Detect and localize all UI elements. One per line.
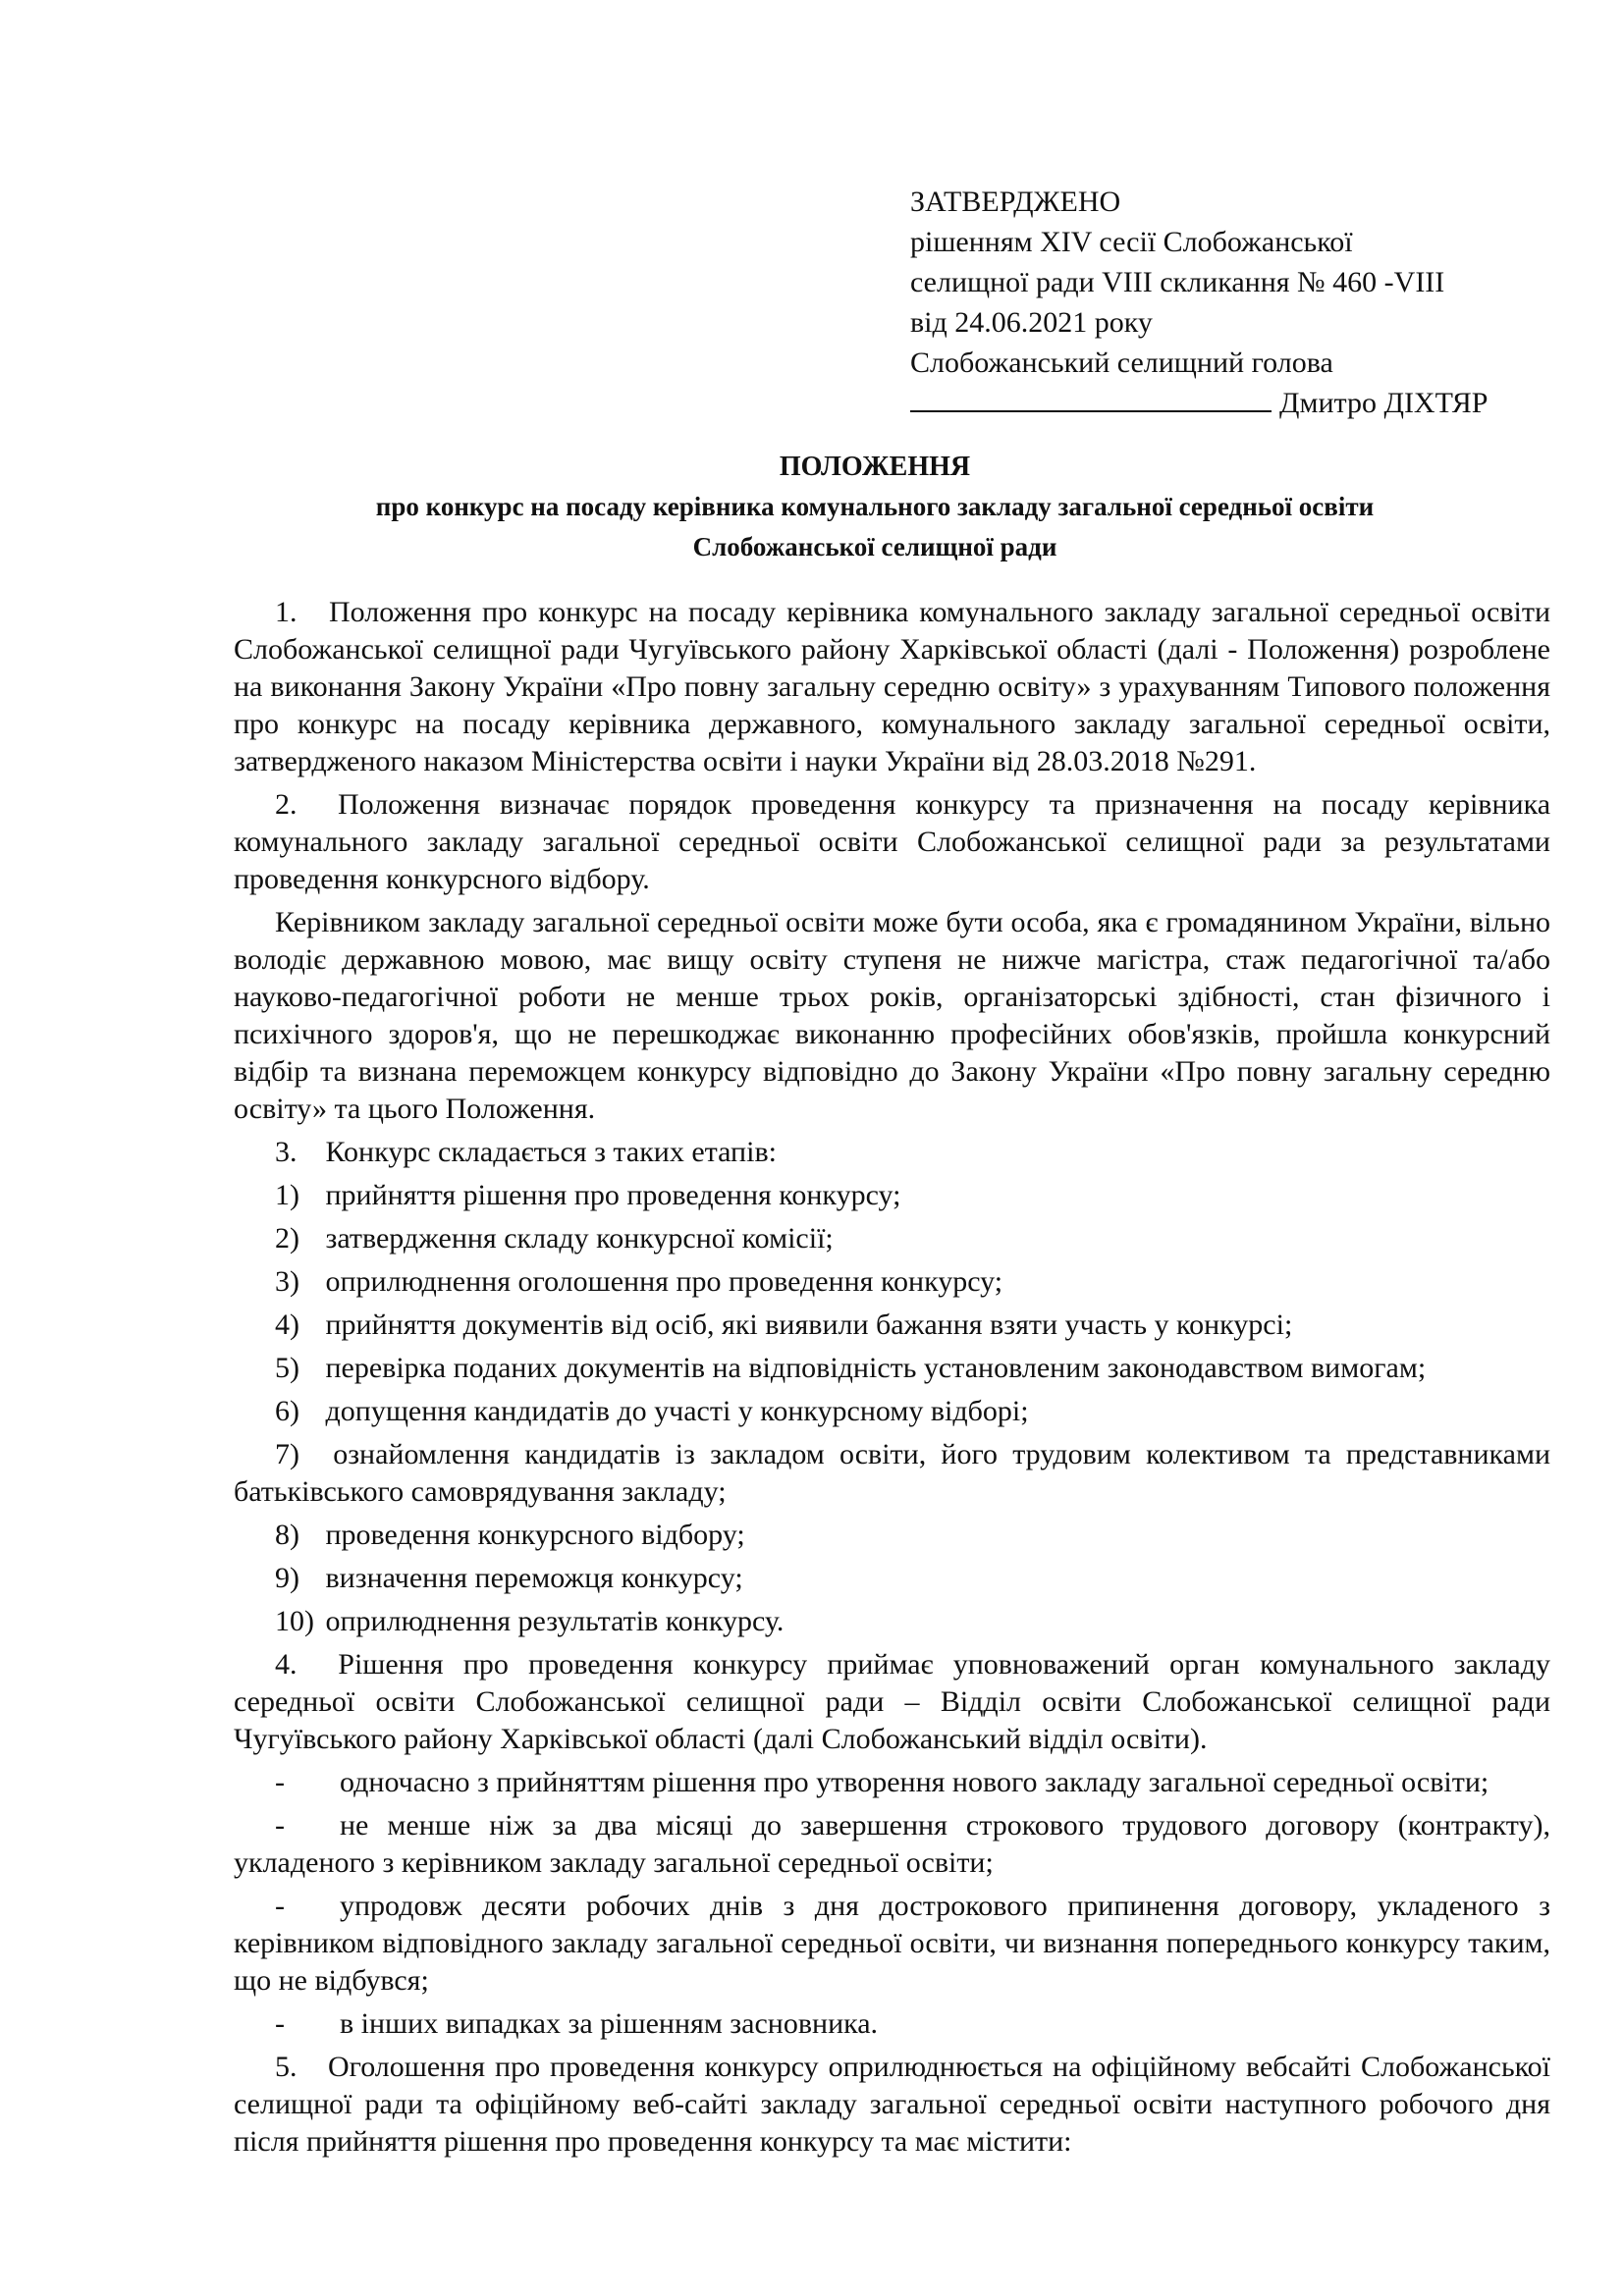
list-item <box>234 1603 1550 1640</box>
list-item <box>234 1307 1550 1344</box>
dash-item-text: в інших випадках за рішенням засновника. <box>340 2007 879 2040</box>
paragraph-text: Положення визначає порядок проведення конкурсу та призначення на посаду керівника комунального закладу загальної середньої освіти Слобожанської селищної ради за результатами проведення конкурсного відбору. <box>234 788 1551 895</box>
list-item <box>234 1393 1550 1430</box>
approval-convocation: селищної ради VIII скликання № 460 -VIII <box>910 266 1445 298</box>
list-item <box>234 1436 1550 1511</box>
dash-item <box>234 1807 1550 1882</box>
dash-item-text: одночасно з прийняттям рішення про утворення нового закладу загальної середньої освіти; <box>340 1766 1489 1798</box>
paragraph-4 <box>234 1646 1550 1758</box>
paragraph-3 <box>234 1134 1550 1171</box>
list-item <box>234 1560 1550 1597</box>
list-item-number: 3) <box>275 1265 299 1298</box>
paragraph-number: 2. <box>275 788 298 821</box>
paragraph-2-requirements: Керівником закладу загальної середньої освіти може бути особа, яка є громадянином України, вільно володіє державною мовою, має вищу освіту ступеня не нижче магістра, стаж педагогічної та/або науково-педагогічної роботи не менше трьох років, організаторські здібності, стан фізичного і психічного здоров'я, що не перешкоджає виконанню професійних обов'язків, пройшла конкурсний відбір та визнана переможцем конкурсу відповідно до Закону України «Про повну загальну середню освіту» та цього Положення. <box>234 906 1550 1125</box>
list-item <box>234 1517 1550 1554</box>
list-item <box>234 1220 1550 1257</box>
approval-signatory-name: Дмитро ДІХТЯР <box>1279 387 1489 419</box>
paragraph-number: 3. <box>275 1136 298 1168</box>
dash-marker: - <box>275 2007 285 2040</box>
dash-item <box>234 2005 1550 2043</box>
approval-signatory-title: Слобожанський селищний голова <box>910 347 1333 379</box>
list-item-text: прийняття рішення про проведення конкурсу; <box>325 1179 901 1211</box>
approval-stamp <box>910 182 1519 423</box>
paragraph-text: Положення про конкурс на посаду керівника комунального закладу загальної середньої освіти Слобожанської селищної ради Чугуївського району Харківської області (далі - Положення) розроблене на виконання Закону України «Про повну загальну середню освіту» з урахуванням Типового положення про конкурс на посаду керівника державного, комунального закладу загальної середньої освіти, затвердженого наказом Міністерства освіти і науки України від 28.03.2018 №291. <box>234 596 1550 777</box>
document-title-block <box>234 447 1516 567</box>
document-title: ПОЛОЖЕННЯ <box>779 452 971 482</box>
approval-date: від 24.06.2021 року <box>910 306 1153 339</box>
list-item-number: 9) <box>275 1562 299 1594</box>
list-item <box>234 1350 1550 1387</box>
document-subtitle-line-1: про конкурс на посаду керівника комунального закладу загальної середньої освіти <box>375 492 1375 521</box>
paragraph-number: 4. <box>275 1648 298 1681</box>
list-item-number: 2) <box>275 1222 299 1255</box>
list-item-number: 5) <box>275 1352 299 1384</box>
paragraph-text: Конкурс складається з таких етапів: <box>325 1136 777 1168</box>
dash-item <box>234 1764 1550 1801</box>
dash-marker: - <box>275 1890 285 1922</box>
paragraph-text: Рішення про проведення конкурсу приймає уповноважений орган комунального закладу середньої освіти Слобожанської селищної ради – Відділ освіти Слобожанської селищної ради Чугуївського району Харківської області (далі Слобожанський відділ освіти). <box>234 1648 1550 1755</box>
list-item-text: визначення переможця конкурсу; <box>325 1562 743 1594</box>
approval-heading: ЗАТВЕРДЖЕНО <box>910 186 1121 218</box>
dash-marker: - <box>275 1766 285 1798</box>
list-item <box>234 1263 1550 1301</box>
document-subtitle-line-2: Слобожанської селищної ради <box>692 532 1057 561</box>
list-item-text: оприлюднення результатів конкурсу. <box>325 1605 785 1637</box>
list-item-number: 4) <box>275 1308 299 1341</box>
list-item-text: ознайомлення кандидатів із закладом освіти, його трудовим колективом та представниками батьківського самоврядування закладу; <box>234 1438 1551 1508</box>
list-item-number: 10) <box>275 1605 314 1637</box>
list-item-text: затвердження складу конкурсної комісії; <box>325 1222 834 1255</box>
list-item-number: 8) <box>275 1519 299 1551</box>
dash-item-text: упродовж десяти робочих днів з дня дострокового припинення договору, укладеного з керівником відповідного закладу загальної середньої освіти, чи визнання попереднього конкурсу таким, що не відбувся; <box>234 1890 1550 1997</box>
signature-blank <box>910 383 1272 412</box>
list-item-text: оприлюднення оголошення про проведення конкурсу; <box>325 1265 1003 1298</box>
list-item-number: 7) <box>275 1438 299 1470</box>
list-item-text: проведення конкурсного відбору; <box>325 1519 745 1551</box>
paragraph-number: 1. <box>275 596 298 628</box>
paragraph-text: Оголошення про проведення конкурсу оприлюднюється на офіційному вебсайті Слобожанської селищної ради та офіційному веб-сайті закладу загальної середньої освіти наступного робочого дня після прийняття рішення про проведення конкурсу та має містити: <box>234 2051 1551 2158</box>
list-item-number: 6) <box>275 1395 299 1427</box>
paragraph-2 <box>234 786 1550 898</box>
dash-marker: - <box>275 1809 285 1842</box>
dash-item <box>234 1888 1550 2000</box>
list-item <box>234 1177 1550 1214</box>
paragraph-1 <box>234 594 1550 780</box>
list-item-text: перевірка поданих документів на відповідність установленим законодавством вимогам; <box>325 1352 1427 1384</box>
list-item-number: 1) <box>275 1179 299 1211</box>
approval-decision: рішенням XIV сесії Слобожанської <box>910 226 1353 258</box>
list-item-text: прийняття документів від осіб, які виявили бажання взяти участь у конкурсі; <box>325 1308 1293 1341</box>
paragraph-5 <box>234 2049 1550 2161</box>
document-body <box>234 594 1550 2161</box>
paragraph-number: 5. <box>275 2051 298 2083</box>
approval-signature-line <box>910 383 1519 423</box>
list-item-text: допущення кандидатів до участі у конкурсному відборі; <box>325 1395 1029 1427</box>
dash-item-text: не менше ніж за два місяці до завершення строкового трудового договору (контракту), укладеного з керівником закладу загальної середньої освіти; <box>234 1809 1550 1879</box>
